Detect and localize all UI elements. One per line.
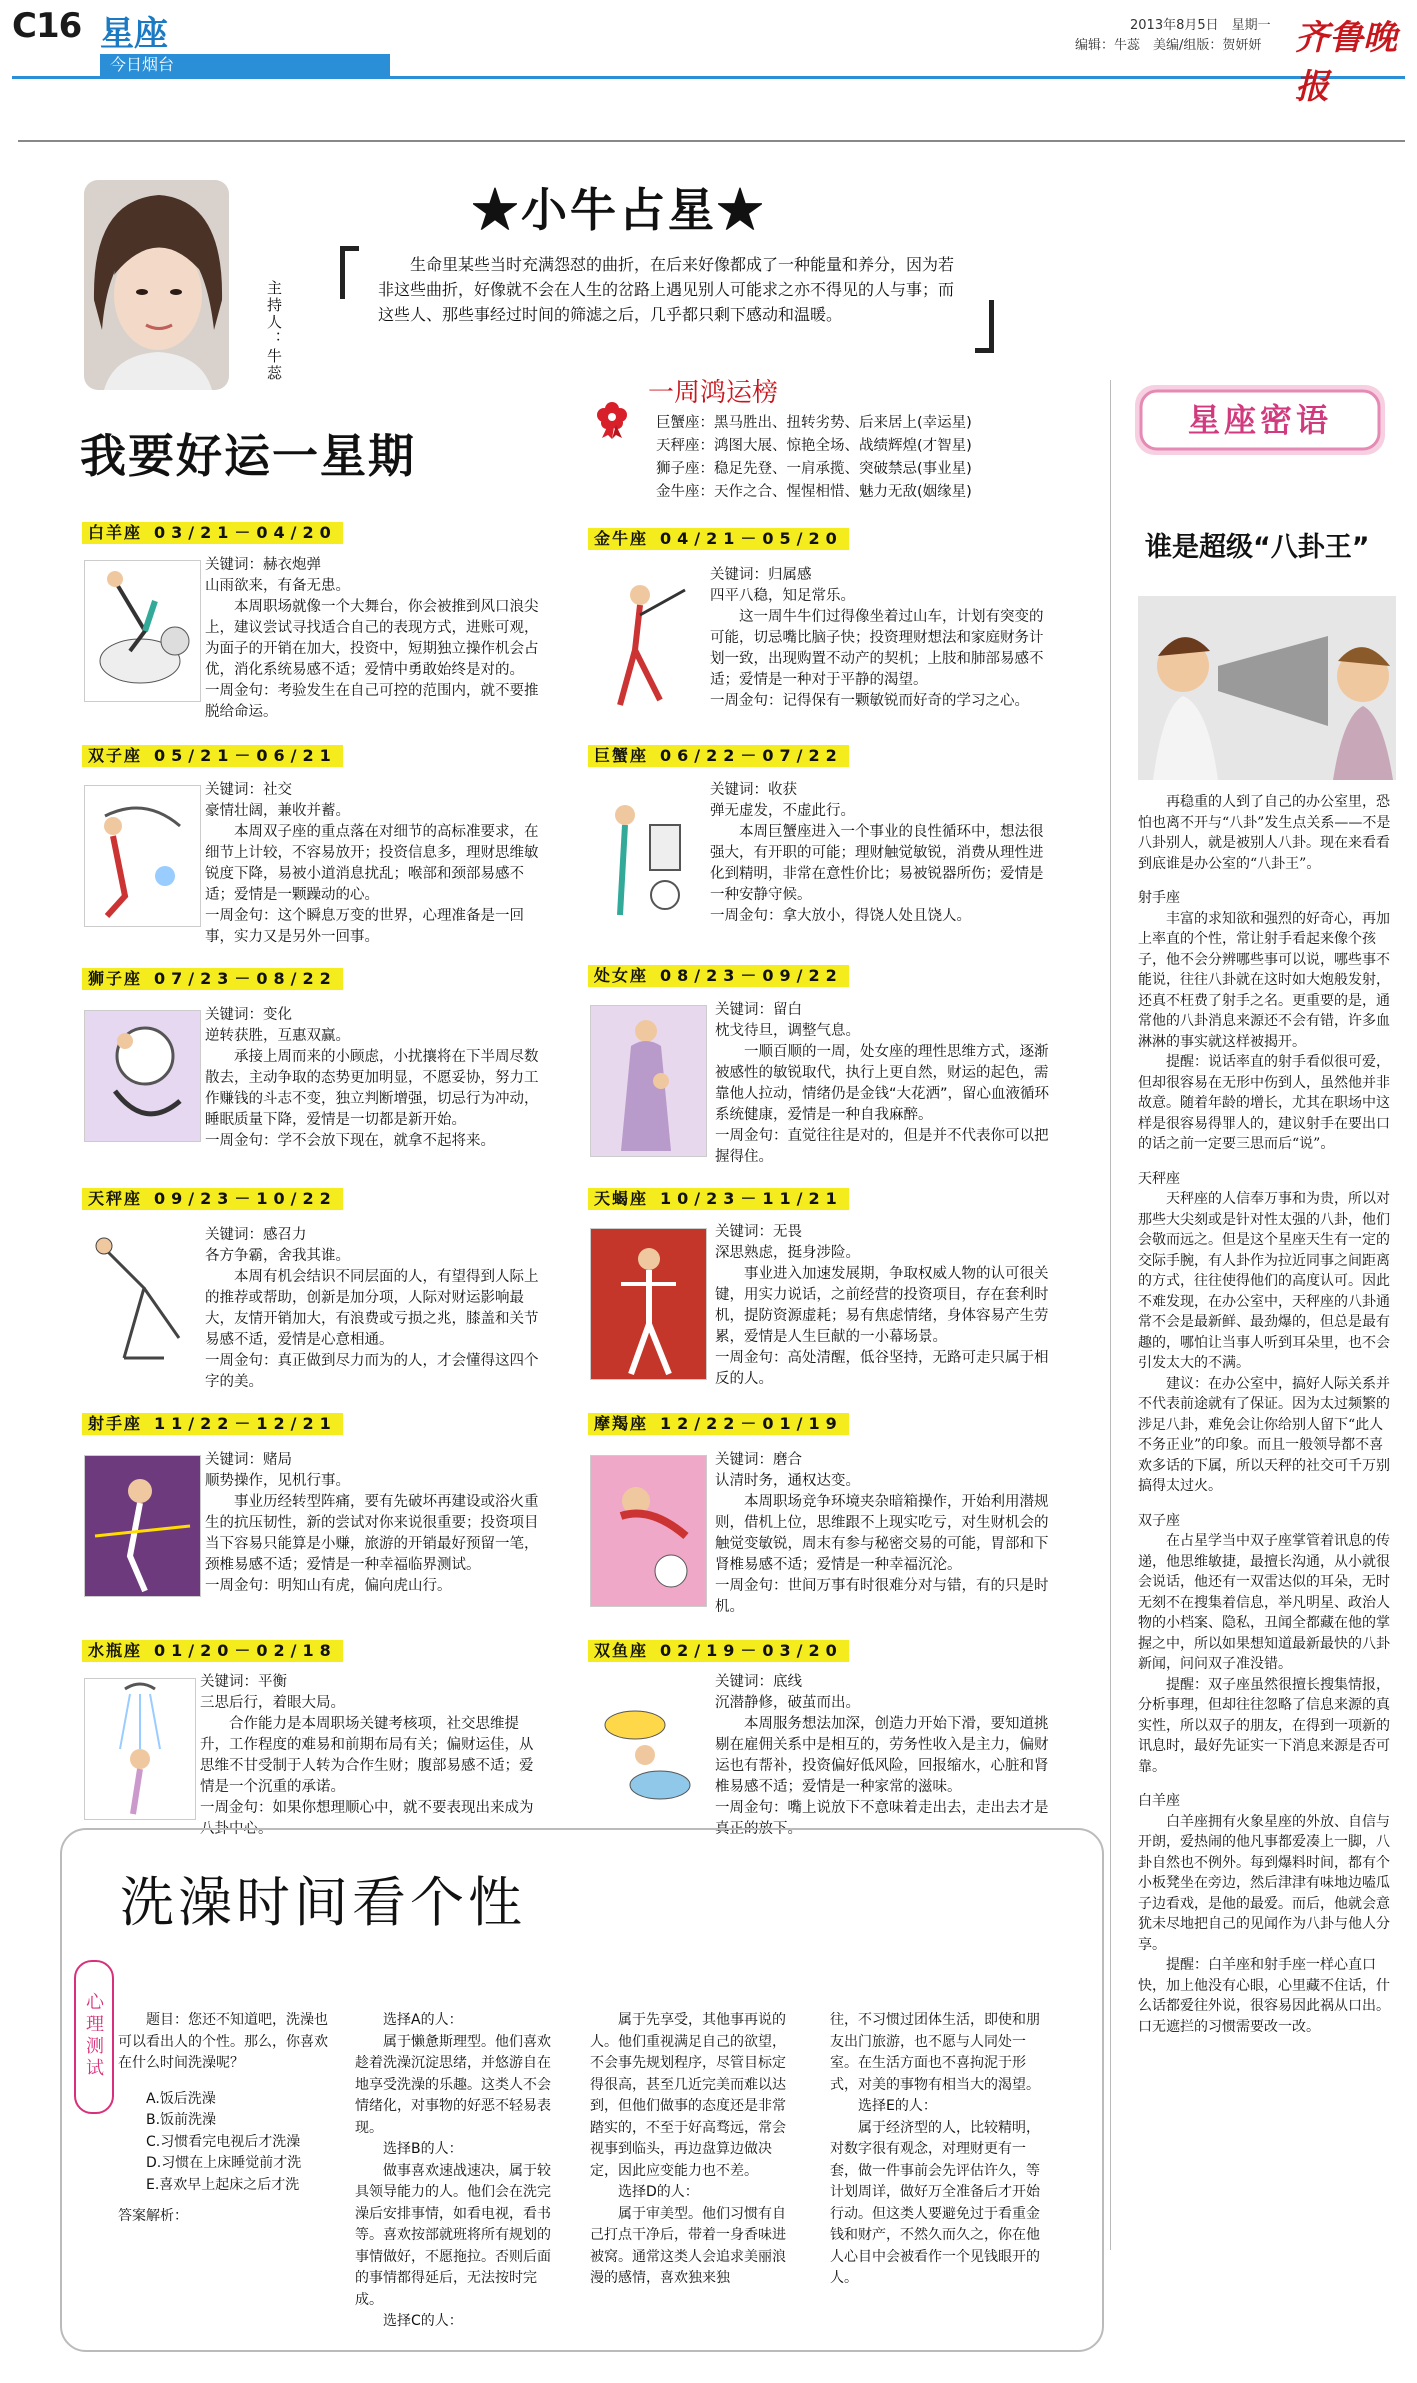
sign-text-virgo: [715, 1000, 1055, 1168]
sign-quote: 一周金句：高处清醒，低谷坚持，无路可走只属于相反的人。: [715, 1350, 1049, 1387]
sign-text-pisces: [715, 1672, 1055, 1840]
sign-header-gemini: [82, 745, 343, 767]
sign-body: 本周有机会结识不同层面的人，有望得到人际上的推荐或帮助，创新是加分项，人际对财运影响最大，友情开销加大，有浪费或亏损之兆，膝盖和关节易感不适，爱情是心意相通。: [205, 1269, 539, 1348]
sign-motto: 顺势操作，见机行事。: [205, 1473, 350, 1489]
fortune-list: [656, 412, 972, 504]
section-body: 在占星学当中双子座掌管着讯息的传递，他思维敏捷，最擅长沟通，从小就很会说话，他还有一双雷达似的耳朵，无时无刻不在搜集着信息，举凡明星、政治人物的小档案、隐私，丑闻全都藏在他的掌握之中，所以如果想知道最新最快的八卦新闻，问问双子准没错。: [1138, 1533, 1390, 1672]
sign-name: 射手座: [88, 1414, 143, 1433]
article-body: [1138, 792, 1396, 2037]
sign-keyword: 关键词：变化: [205, 1007, 292, 1023]
answer-head: 选择E的人：: [858, 2098, 937, 2114]
sign-body: 本周职场就像一个大舞台，你会被推到风口浪尖上，建议尝试寻找适合自己的表现方式，进账可观，为面子的开销在加大，投资中，短期独立操作机会占优，消化系统易感不适；爱情中勇敢始终是对的。: [205, 599, 539, 678]
quote-bracket-right: [975, 300, 994, 353]
section-tip: 提醒：说话率直的射手看似很可爱，但却很容易在无形中伤到人，虽然他并非故意。随着年龄的增长，尤其在职场中这样是很容易得罪人的，建议射手在要出口的话之前一定要三思而后“说”。: [1138, 1054, 1390, 1152]
answer-label: 答案解析：: [118, 2208, 188, 2224]
sign-quote: 一周金句：这个瞬息万变的世界，心理准备是一回事，实力又是另外一回事。: [205, 908, 524, 945]
sign-motto: 四平八稳，知足常乐。: [710, 588, 855, 604]
quote-bracket-left: [340, 246, 359, 299]
psych-test-label: [74, 1960, 114, 2114]
answer-body: 属于审美型。他们习惯有自己打点干净后，带着一身香味进被窝。通常这类人会追求美丽浪漫的感情，喜欢独来独: [590, 2205, 786, 2286]
sign-text-cancer: [710, 780, 1055, 927]
sign-body: 本周职场竞争环境夹杂暗箱操作，开始利用潜规则，借机上位，思维跟不上现实吃亏，对生财机会的触觉变敏锐，周末有参与秘密交易的可能，胃部和下肾椎易感不适；爱情是一种幸福沉沦。: [715, 1494, 1049, 1573]
sign-dates: 10/23－11/21: [660, 1189, 843, 1208]
section-body: 天秤座的人信奉万事和为贵，所以对那些大尖刻或是针对性太强的八卦，他们会敬而远之。但是这个星座天生有一定的交际手腕，有人卦作为拉近同事之间距离的方式，往往使得他们的高度认可。因此不难发现，在办公室中，天秤座的八卦通常不会是最新鲜、最劲爆的，但总是最有趣的，哪怕让当事人听到耳朵里，也不会引发太大的不满。: [1138, 1191, 1390, 1371]
sign-motto: 弹无虚发，不虚此行。: [710, 803, 855, 819]
sign-quote: 一周金句：考验发生在自己可控的范围内，就不要推脱给命运。: [205, 683, 539, 720]
fortune-item: 狮子座：稳足先登、一肩承揽、突破禁忌(事业星): [656, 461, 972, 477]
sign-quote: 一周金句：拿大放小，得饶人处且饶人。: [710, 908, 971, 924]
page-code: C16: [12, 6, 82, 46]
cancer-illustration: [590, 785, 700, 925]
answer-head: 选择B的人：: [383, 2141, 463, 2157]
divider: [18, 140, 1405, 142]
sign-header-cancer: [588, 745, 849, 767]
banner-star-secrets: [1135, 385, 1385, 455]
answer-body: 属于先享受，其他事再说的人。他们重视满足自己的欲望，不会事先规划程序，尽管目标定得很高，甚至几近完美而难以达到，但他们做事的态度还是非常踏实的，不至于好高骛远，常会视事到临头，再边盘算边做决定，因此应变能力也不差。: [590, 2012, 786, 2179]
sign-keyword: 关键词：平衡: [200, 1674, 287, 1690]
sign-text-gemini: [205, 780, 545, 948]
psych-option: E.喜欢早上起床之后才洗: [146, 2176, 300, 2193]
psych-option: D.习惯在上床睡觉前才洗: [146, 2155, 302, 2171]
sign-text-leo: [205, 1005, 545, 1152]
sign-quote: 一周金句：学不会放下现在，就拿不起将来。: [205, 1133, 495, 1149]
sign-text-capricorn: [715, 1450, 1055, 1618]
sign-keyword: 关键词：感召力: [205, 1227, 307, 1243]
sign-name: 巨蟹座: [594, 746, 649, 765]
sign-text-scorpio: [715, 1222, 1055, 1390]
answer-body: 做事喜欢速战速决，属于较具领导能力的人。他们会在洗完澡后安排事情，如看电视，看书等。喜欢按部就班将所有规划的事情做好，不愿拖拉。否则后面的事情都得延后，无法按时完成。: [355, 2162, 551, 2308]
sign-body: 事业历经转型阵痛，要有先破坏再建设或浴火重生的抗压韧性，新的尝试对你来说很重要；投资项目当下容易只能算是小赚，旅游的开销最好预留一笔，颈椎易感不适；爱情是一种幸福临界测试。: [205, 1494, 539, 1573]
section-body: 丰富的求知欲和强烈的好奇心，再加上率直的个性，常让射手看起来像个孩子，他不会分辨哪些事可以说，哪些事不能说，往往八卦就在这时如大炮般发射，还真不枉费了射手之名。更重要的是，通常他的八卦消息来源还不会有错，许多血淋淋的事实就这样被揭开。: [1138, 910, 1390, 1050]
sign-body: 这一周牛牛们过得像坐着过山车，计划有突变的可能，切忌嘴比脑子快；投资理财想法和家庭财务计划一致，出现购置不动产的契机；上肢和肺部易感不适；爱情是一种对于平静的渴望。: [710, 609, 1044, 688]
taurus-illustration: [590, 570, 700, 710]
section-head: 白羊座: [1138, 1793, 1180, 1809]
fortune-title: 一周鸿运榜: [648, 378, 779, 408]
sign-dates: 07/23－08/22: [154, 969, 337, 988]
sign-dates: 03/21－04/20: [154, 523, 337, 542]
sign-motto: 山雨欲来，有备无患。: [205, 578, 350, 594]
page-title: ★小牛占星★: [472, 183, 766, 237]
sign-body: 一顺百顺的一周，处女座的理性思维方式，逐渐被感性的敏锐取代，执行上更自然，财运的起色，需靠他人拉动，情绪仍是金钱“大花洒”，留心血液循环系统健康，爱情是一种自我麻醉。: [715, 1044, 1050, 1123]
week-title: 我要好运一星期: [80, 429, 416, 483]
sign-motto: 各方争霸，舍我其谁。: [205, 1248, 350, 1264]
section-tip: 提醒：双子座虽然很擅长搜集情报，分析事理，但却往往忽略了信息来源的真实性，所以双子的朋友，在得到一项新的讯息时，最好先证实一下消息来源是否可靠。: [1138, 1676, 1390, 1775]
sign-dates: 04/21－05/20: [660, 529, 843, 548]
aquarius-illustration: [84, 1678, 196, 1820]
header-rule: [12, 76, 1405, 79]
leo-illustration: [84, 1010, 201, 1142]
answer-body: 属于懒惫斯理型。他们喜欢趁着洗澡沉淀思绪，并悠游自在地享受洗澡的乐趣。这类人不会情绪化，对事物的好恶不轻易表现。: [355, 2033, 551, 2136]
sign-name: 摩羯座: [594, 1414, 649, 1433]
psych-answer-col-3: [830, 2010, 1045, 2290]
fortune-item: 金牛座：天作之合、惺惺相惜、魅力无敌(姻缘星): [656, 484, 972, 500]
sign-name: 狮子座: [88, 969, 143, 988]
sign-text-aquarius: [200, 1672, 545, 1840]
sign-keyword: 关键词：赫衣炮弹: [205, 557, 321, 573]
section-head: 双子座: [1138, 1512, 1180, 1529]
sign-name: 水瓶座: [88, 1641, 143, 1660]
issue-date: 2013年8月5日 星期一: [1130, 18, 1271, 33]
sign-name: 天秤座: [88, 1189, 143, 1208]
aries-illustration: [84, 560, 201, 702]
pisces-illustration: [590, 1680, 705, 1830]
sign-header-virgo: [588, 965, 849, 987]
section-head: 天秤座: [1138, 1170, 1180, 1187]
sign-keyword: 关键词：社交: [205, 782, 292, 798]
sign-name: 双子座: [88, 746, 143, 765]
sign-header-leo: [82, 968, 343, 990]
scorpio-illustration: [590, 1228, 707, 1380]
answer-body: 属于经济型的人，比较精明，对数字很有观念，对理财更有一套，做一件事前会先评估许久，等计划周详，做好万全准备后才开始行动。但这类人要避免过于看重金钱和财产，不然久而久之，你在他人心目中会被看作一个见钱眼开的人。: [830, 2119, 1040, 2286]
section-body: 白羊座拥有火象星座的外放、自信与开朗，爱热闹的他凡事都爱凑上一脚，八卦自然也不例外。每到爆料时间，都有个小板凳坐在旁边，然后津津有味地边嗑瓜子边看戏，是他的最爱。而后，他就会意犹未尽地把自己的见闻作为八卦与他人分享。: [1138, 1813, 1390, 1953]
sign-header-aquarius: [82, 1640, 343, 1662]
sign-quote: 一周金句：明知山有虎，偏向虎山行。: [205, 1578, 452, 1594]
intro-paragraph: 生命里某些当时充满怨怼的曲折，在后来好像都成了一种能量和养分，因为若非这些曲折，好像就不会在人生的岔路上遇见别人可能求之亦不得见的人与事；而这些人、那些事经过时间的筛滤之后，几乎都只剩下感动和温暖。: [378, 255, 955, 324]
sign-dates: 01/20－02/18: [154, 1641, 337, 1660]
sign-body: 事业进入加速发展期，争取权威人物的认可很关键，用实力说话，之前经营的投资项目，存在套利时机，提防资源虚耗；易有焦虑情绪，身体容易产生劳累，爱情是人生巨献的一小幕场景。: [715, 1266, 1049, 1345]
sign-name: 天蝎座: [594, 1189, 649, 1208]
fortune-item: 巨蟹座：黑马胜出、扭转劣势、后来居上(幸运星): [656, 415, 972, 431]
sagittarius-illustration: [84, 1455, 201, 1597]
sign-body: 本周巨蟹座进入一个事业的良性循环中，想法很强大，有开职的可能；理财触觉敏锐，消费从理性进化到精明，非常在意性价比；易被锐器所伤；爱情是一种安静守候。: [710, 824, 1044, 903]
sign-dates: 11/22－12/21: [154, 1414, 337, 1433]
sign-name: 处女座: [594, 966, 649, 985]
sign-header-taurus: [588, 528, 849, 550]
psych-answer-col-2: [590, 2010, 790, 2290]
sign-dates: 05/21－06/21: [154, 746, 337, 765]
sign-motto: 三思后行，着眼大局。: [200, 1695, 345, 1711]
psych-test-title: 洗澡时间看个性: [120, 1871, 526, 1934]
answer-head: 选择A的人：: [383, 2012, 463, 2028]
sign-text-aries: [205, 555, 545, 723]
sign-keyword: 关键词：留白: [715, 1002, 802, 1018]
sign-body: 本周双子座的重点落在对细节的高标准要求，在细节上计较，不容易放开；投资信息多，理财思维敏锐度下降，易被小道消息扰乱；喉部和颈部易感不适；爱情是一颗躁动的心。: [205, 824, 539, 903]
sign-motto: 枕戈待旦，调整气息。: [715, 1023, 860, 1039]
sign-keyword: 关键词：收获: [710, 782, 797, 798]
psych-option: A.饭后洗澡: [146, 2090, 216, 2107]
sign-text-libra: [205, 1225, 545, 1393]
ribbon-icon: [590, 395, 634, 439]
sign-header-scorpio: [588, 1188, 849, 1210]
sign-keyword: 关键词：无畏: [715, 1224, 802, 1240]
sign-body: 合作能力是本周职场关键考核项，社交思维提升，工作程度的难易和前期布局有关；偏财运佳，从思维不甘受制于人转为合作生财；腹部易感不适；爱情是一个沉重的承诺。: [200, 1716, 534, 1795]
sign-name: 白羊座: [88, 523, 143, 542]
banner-text: 星座密语: [1187, 401, 1332, 439]
virgo-illustration: [590, 1005, 707, 1157]
sign-text-taurus: [710, 565, 1055, 712]
psych-option: B.饭前洗澡: [146, 2112, 217, 2128]
psych-question: 题目：您还不知道吧，洗澡也可以看出人的个性。那么，你喜欢在什么时间洗澡呢？: [118, 2012, 328, 2071]
sign-name: 双鱼座: [594, 1641, 649, 1660]
section-tip: 提醒：白羊座和射手座一样心直口快，加上他没有心眼，心里藏不住话，什么话都爱往外说，很容易因此祸从口出。口无遮拦的习惯需要改一改。: [1138, 1957, 1390, 2035]
sign-dates: 09/23－10/22: [154, 1189, 337, 1208]
psych-option: C.习惯看完电视后才洗澡: [146, 2133, 301, 2150]
sign-quote: 一周金句：嘴上说放下不意味着走出去，走出去才是真正的放下。: [715, 1800, 1049, 1837]
sign-header-sagittarius: [82, 1413, 343, 1435]
host-label: 主持人：牛蕊: [265, 280, 283, 382]
sign-dates: 08/23－09/22: [660, 966, 843, 985]
sign-quote: 一周金句：世间万事有时很难分对与错，有的只是时机。: [715, 1578, 1049, 1615]
editor-credit: 编辑：牛蕊 美编/组版：贺妍妍: [1075, 38, 1262, 53]
section-title: 星座: [100, 14, 168, 54]
sign-quote: 一周金句：记得保有一颗敏锐而好奇的学习之心。: [710, 693, 1029, 709]
answer-body: 往，不习惯过团体生活，即使和朋友出门旅游，也不愿与人同处一室。在生活方面也不喜拘泥于形式，对美的事物有相当大的渴望。: [830, 2012, 1040, 2093]
fortune-item: 天秤座：鸿图大展、惊艳全场、战绩辉煌(才智星): [656, 438, 972, 454]
host-photo: [84, 180, 229, 390]
sign-header-aries: [82, 522, 343, 544]
sign-dates: 06/22－07/22: [660, 746, 843, 765]
gossip-photo: [1138, 596, 1396, 780]
sign-keyword: 关键词：底线: [715, 1674, 802, 1690]
answer-head: 选择D的人：: [618, 2184, 699, 2200]
sign-text-sagittarius: [205, 1450, 545, 1597]
sign-quote: 一周金句：真正做到尽力而为的人，才会懂得这四个字的美。: [205, 1353, 539, 1390]
article-intro: 再稳重的人到了自己的办公室里，恐怕也离不开与“八卦”发生点关系——不是八卦别人，就是被别人八卦。现在来看看到底谁是办公室的“八卦王”。: [1138, 794, 1391, 872]
sign-quote: 一周金句：如果你想理顺心中，就不要表现出来成为八卦中心。: [200, 1800, 534, 1837]
section-head: 射手座: [1138, 890, 1180, 906]
sign-body: 本周服务想法加深，创造力开始下滑，要知道挑剔在雇佣关系中是相互的，劳务性收入是主力，偏财运也有帮补，投资偏好低风险，回报缩水，心脏和肾椎易感不适；爱情是一种家常的滋味。: [715, 1716, 1049, 1795]
gemini-illustration: [84, 785, 201, 927]
sign-motto: 深思熟虑，挺身涉险。: [715, 1245, 860, 1261]
psych-question-col: [118, 2010, 328, 2228]
column-divider: [1110, 380, 1111, 2250]
capricorn-illustration: [590, 1455, 707, 1607]
section-subbar: 今日烟台: [100, 54, 390, 76]
newspaper-logo: 齐鲁晚报: [1295, 18, 1397, 107]
sign-header-capricorn: [588, 1413, 849, 1435]
side-label-text: 心理测试: [83, 1992, 104, 2080]
sign-name: 金牛座: [594, 529, 649, 548]
answer-head: 选择C的人：: [383, 2313, 463, 2329]
libra-illustration: [84, 1228, 199, 1363]
sign-body: 承接上周而来的小顾虑，小扰攘将在下半周尽数散去，主动争取的态势更加明显，不愿妥协，努力工作赚钱的斗志不变，独立判断增强，切忌行为冲动，睡眠质量下降，爱情是一切都是新开始。: [205, 1049, 539, 1128]
sign-motto: 豪情壮阔，兼收并蓄。: [205, 803, 350, 819]
sign-dates: 12/22－01/19: [660, 1414, 843, 1433]
psych-answer-col-1: [355, 2010, 555, 2333]
sign-quote: 一周金句：直觉往往是对的，但是并不代表你可以把握得住。: [715, 1128, 1049, 1165]
article-title: 谁是超级“八卦王”: [1145, 532, 1370, 563]
sign-keyword: 关键词：磨合: [715, 1452, 802, 1468]
sign-motto: 认清时务，通权达变。: [715, 1473, 860, 1489]
sign-header-libra: [82, 1188, 343, 1210]
sign-dates: 02/19－03/20: [660, 1641, 843, 1660]
sign-keyword: 关键词：归属感: [710, 567, 812, 583]
section-tip: 建议：在办公室中，搞好人际关系并不代表前途就有了保证。因为太过频繁的涉足八卦，难免会让你给别人留下“此人不务正业”的印象。而且一般领导都不喜欢多话的下属，所以天秤的社交可千万别搞得太过火。: [1138, 1375, 1390, 1494]
sign-keyword: 关键词：赌局: [205, 1452, 292, 1468]
sign-motto: 逆转获胜，互惠双赢。: [205, 1028, 350, 1044]
sign-motto: 沉潜静修，破茧而出。: [715, 1695, 860, 1711]
sign-header-pisces: [588, 1640, 849, 1662]
